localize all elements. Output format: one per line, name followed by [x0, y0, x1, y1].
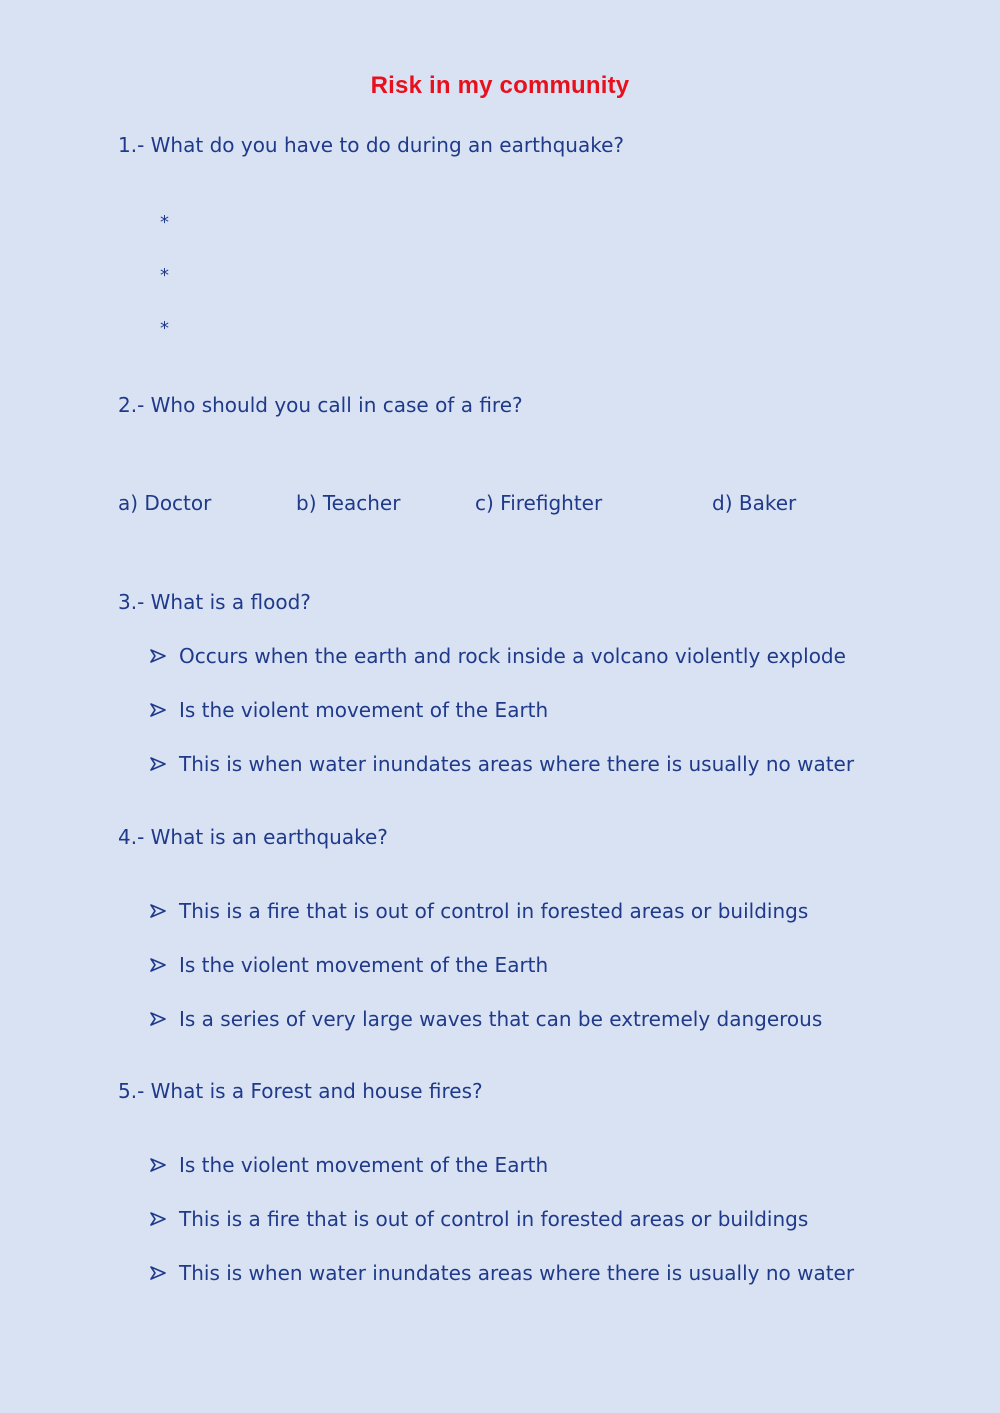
question-1: 1.- What do you have to do during an earthquake? — [118, 133, 624, 157]
q5-option-2[interactable] — [150, 1205, 808, 1233]
option-text: Is the violent movement of the Earth — [179, 953, 549, 977]
arrow-bullet-icon — [150, 958, 166, 972]
q2-option-c[interactable]: c) Firefighter — [475, 491, 603, 515]
option-text: This is a fire that is out of control in forested areas or buildings — [179, 1207, 809, 1231]
question-3: 3.- What is a flood? — [118, 590, 311, 614]
question-5: 5.- What is a Forest and house fires? — [118, 1079, 483, 1103]
q2-option-b[interactable]: b) Teacher — [296, 491, 401, 515]
q2-option-a[interactable]: a) Doctor — [118, 491, 212, 515]
option-text: Is the violent movement of the Earth — [179, 698, 549, 722]
q5-option-3[interactable] — [150, 1259, 854, 1287]
arrow-bullet-icon — [150, 703, 166, 717]
option-text: This is a fire that is out of control in forested areas or buildings — [179, 899, 809, 923]
question-4: 4.- What is an earthquake? — [118, 825, 388, 849]
q2-option-d[interactable]: d) Baker — [712, 491, 797, 515]
option-text: This is when water inundates areas where there is usually no water — [179, 1261, 855, 1285]
arrow-bullet-icon — [150, 1012, 166, 1026]
q4-option-2[interactable] — [150, 951, 548, 979]
option-text: Is a series of very large waves that can be extremely dangerous — [179, 1007, 823, 1031]
arrow-bullet-icon — [150, 649, 166, 663]
answer-blank-2: * — [160, 265, 169, 286]
option-text: Is the violent movement of the Earth — [179, 1153, 549, 1177]
answer-blank-1: * — [160, 212, 169, 233]
option-text: Occurs when the earth and rock inside a volcano violently explode — [179, 644, 846, 668]
arrow-bullet-icon — [150, 1158, 166, 1172]
q3-option-1[interactable] — [150, 642, 846, 670]
q4-option-1[interactable] — [150, 897, 808, 925]
option-text: This is when water inundates areas where there is usually no water — [179, 752, 855, 776]
q3-option-2[interactable] — [150, 696, 548, 724]
answer-blank-3: * — [160, 318, 169, 339]
arrow-bullet-icon — [150, 757, 166, 771]
q4-option-3[interactable] — [150, 1005, 822, 1033]
question-2: 2.- Who should you call in case of a fire? — [118, 393, 523, 417]
arrow-bullet-icon — [150, 1266, 166, 1280]
q3-option-3[interactable] — [150, 750, 854, 778]
q5-option-1[interactable] — [150, 1151, 548, 1179]
page-title: Risk in my community — [370, 72, 630, 99]
arrow-bullet-icon — [150, 1212, 166, 1226]
arrow-bullet-icon — [150, 904, 166, 918]
